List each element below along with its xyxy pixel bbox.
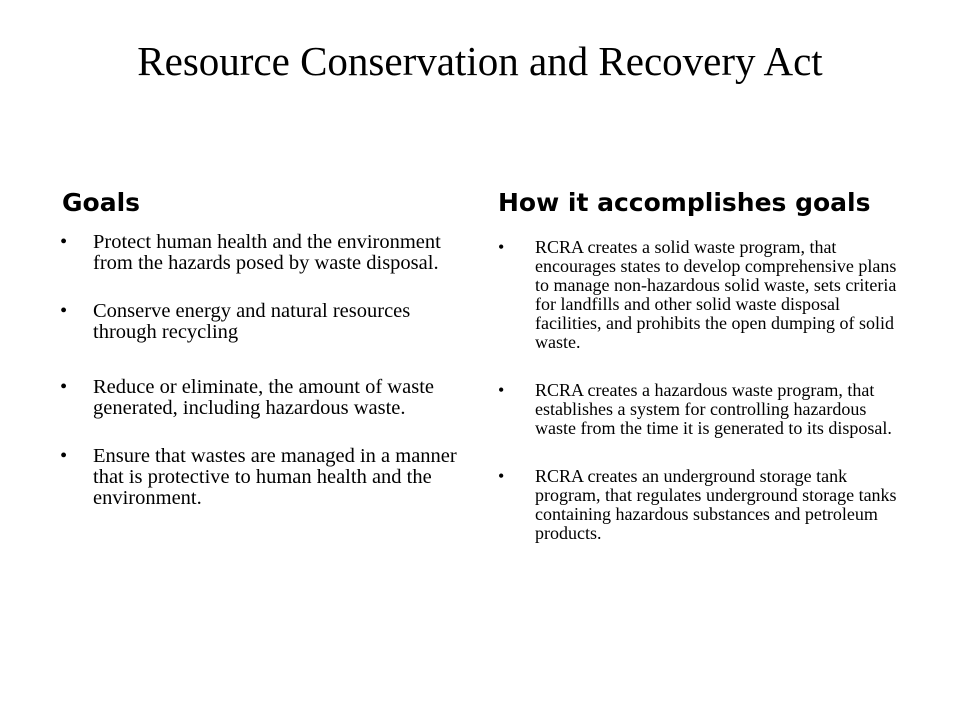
slide-title: Resource Conservation and Recovery Act	[137, 38, 823, 84]
bullet-icon: •	[60, 300, 68, 322]
goals-item	[60, 231, 464, 274]
goals-heading: Goals	[62, 188, 141, 217]
bullet-icon: •	[498, 380, 505, 400]
how-item-text: RCRA creates an underground storage tank program, that regulates underground storage tanks containing hazardous substances and petroleum products.	[535, 466, 897, 543]
goals-item	[60, 445, 464, 509]
bullet-icon: •	[60, 445, 68, 467]
goals-item-text: Conserve energy and natural resources through recycling	[93, 300, 411, 343]
goals-item	[60, 376, 464, 419]
bullet-icon: •	[60, 231, 68, 253]
how-item-text: RCRA creates a solid waste program, that encourages states to develop comprehensive plans to manage non-hazardous solid waste, sets criteria for landfills and other solid waste disposal facilities, and prohibits the open dumping of solid waste.	[535, 237, 897, 352]
bullet-icon: •	[498, 237, 505, 257]
how-item-text: RCRA creates a hazardous waste program, that establishes a system for controlling hazardous waste from the time it is generated to its disposal.	[535, 380, 892, 438]
how-item	[498, 238, 898, 352]
how-heading: How it accomplishes goals	[498, 188, 871, 217]
goals-column	[60, 188, 464, 536]
bullet-icon: •	[498, 466, 505, 486]
how-list	[498, 238, 898, 543]
bullet-icon: •	[60, 376, 68, 398]
goals-item-text: Reduce or eliminate, the amount of waste generated, including hazardous waste.	[93, 376, 434, 419]
how-column	[498, 188, 898, 572]
goals-list	[60, 231, 464, 509]
how-item	[498, 467, 898, 543]
goals-item	[60, 300, 464, 343]
goals-item-text: Ensure that wastes are managed in a manner that is protective to human health and the environment.	[93, 445, 457, 509]
goals-item-text: Protect human health and the environment from the hazards posed by waste disposal.	[93, 231, 441, 274]
how-item	[498, 381, 898, 438]
